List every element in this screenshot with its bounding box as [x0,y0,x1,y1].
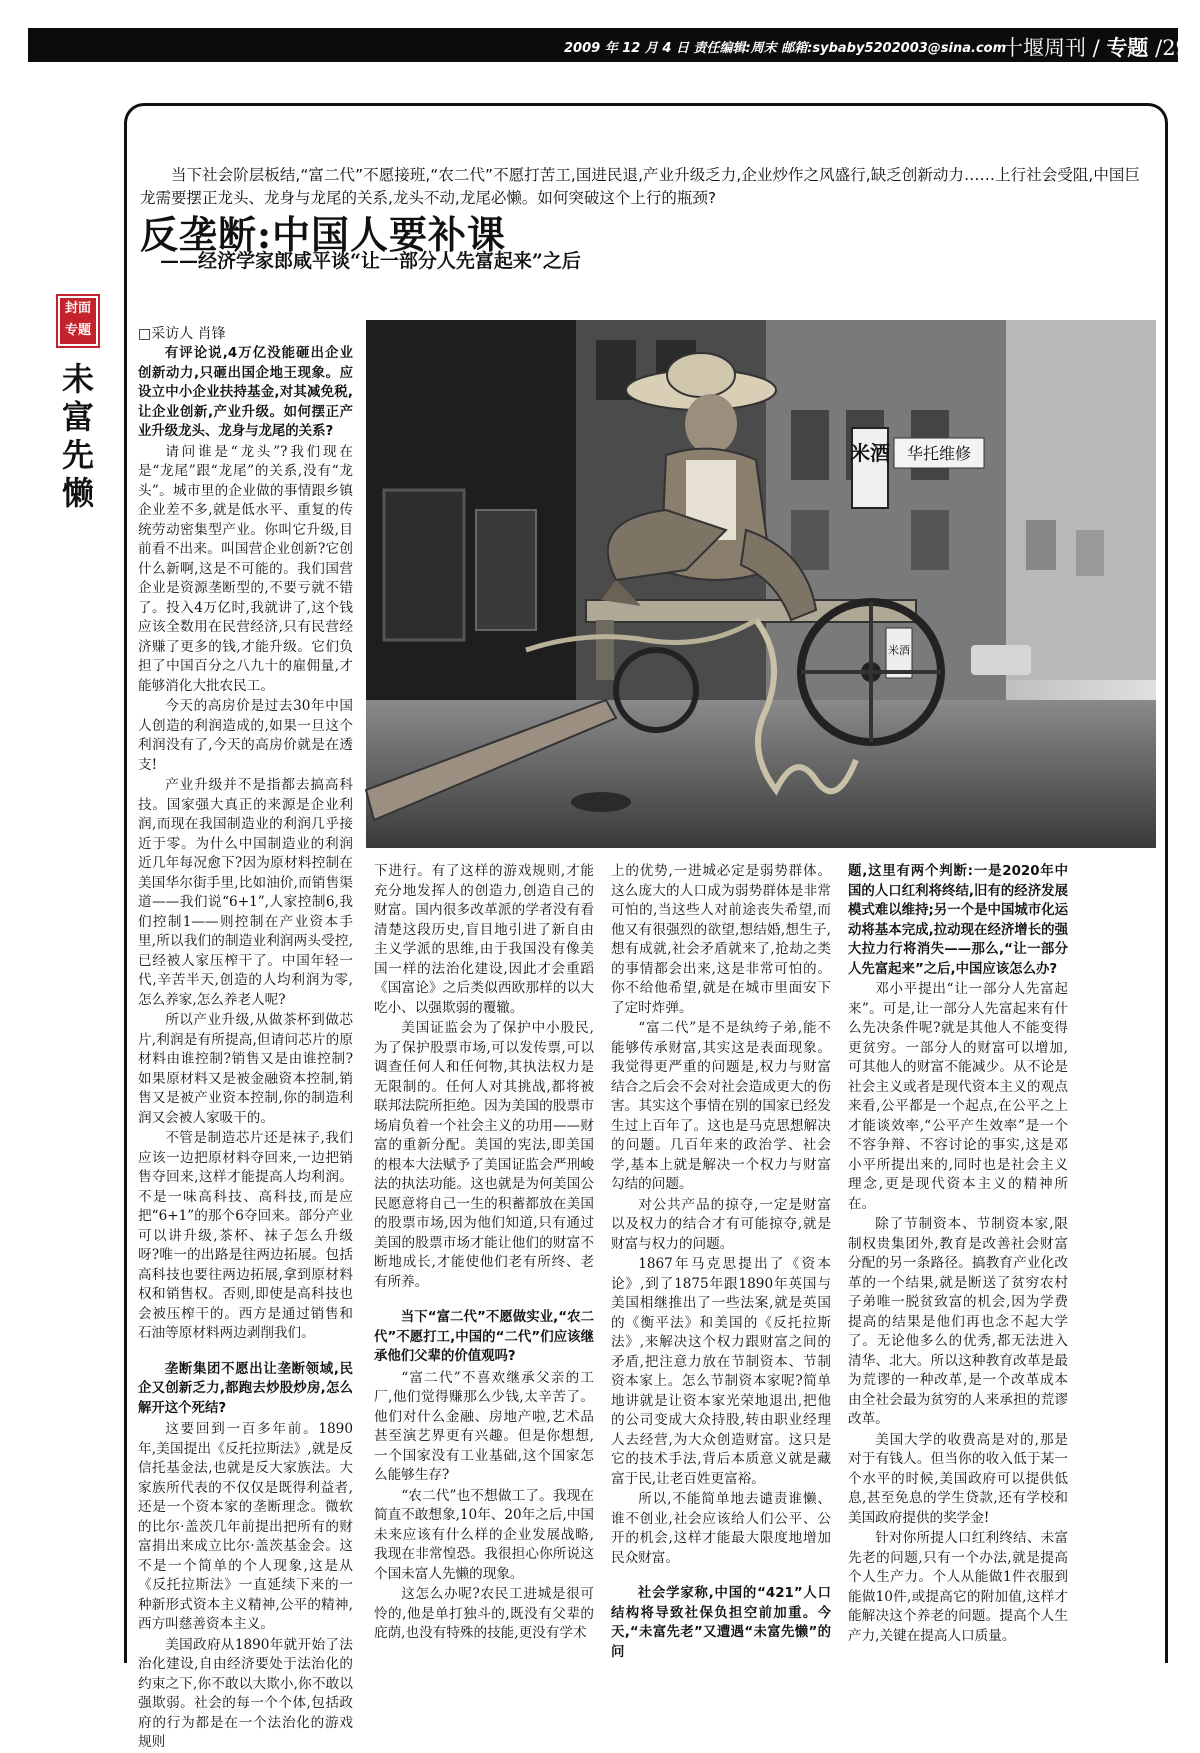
photo-illustration [366,320,1156,848]
body-paragraph: 对公共产品的掠夺,一定是财富以及权力的结合才有可能掠夺,就是财富与权力的问题。 [611,1196,831,1252]
body-paragraph-continued: 下进行。有了这样的游戏规则,才能充分地发挥人的创造力,创造自己的财富。国内很多改革派的学者没有看清楚这段历史,盲目地引进了新自由主义学派的思维,由于我国没有像美国一样的法治化建设,因此才会重蹈《国富论》之后类似西欧那样的以大吃小、以强欺弱的覆辙。 [374,863,594,1016]
masthead: 十堰周刊 / 专题 /29 [1002,35,1189,60]
body-paragraph: 所以,不能简单地去谴责谁懒、谁不创业,社会应该给人们公平、公开的机会,这样才能最大限度地增加民众财富。 [611,1491,831,1566]
column-title-vertical: 未富先懒 [61,360,94,512]
date-editor-line: 2009 年 12 月 4 日 责任编辑:周末 邮箱:sybaby5202003@sina.com [564,41,1007,56]
masthead-title: 十堰周刊 [1002,36,1086,60]
article-column-4 [848,862,1068,1652]
body-paragraph: 1867年马克思提出了《资本论》,到了1875年跟1890年英国与美国相继推出了一些法案,就是英国的《衡平法》和美国的《反托拉斯法》,来解决这个权力跟财富之间的矛盾,把注意力放在节制资本、节制资本家上。怎么节制资本家呢?简单地讲就是让资本家光荣地退出,把他的公司变成大众持股,转由职业经理人去经营,为大众创造财富。这只是它的技术手法,背后本质意义就是藏富于民,让老百姓更富裕。 [611,1256,831,1487]
body-paragraph: 除了节制资本、节制资本家,限制权贵集团外,教育是改善社会财富分配的另一条路径。搞教育产业化改革的一个结果,就是断送了贫穷农村子弟唯一脱贫致富的机会,因为学费提高的结果是他们再也念不起大学了。无论他多么的优秀,都无法进入清华、北大。所以这种教育改革是最为荒谬的一种改革,是一个改革成本由全社会最为贫穷的人来承担的荒谬改革。 [848,1216,1068,1427]
article-intro: 当下社会阶层板结,“富二代”不愿接班,“农二代”不愿打苦工,国进民退,产业升级乏力,企业炒作之风盛行,缺乏创新动力……上行社会受阻,中国巨龙需要摆正龙头、龙身与龙尾的关系,龙头不动,龙尾必懒。如何突破这个上行的瓶颈? [140,166,1140,207]
body-paragraph: 针对你所提人口红利终结、未富先老的问题,只有一个办法,就是提高个人生产力。个人从能做1件衣服到能做10件,或提高它的附加值,这样才能解决这个养老的问题。提高个人生产力,关键在提高人口质量。 [848,1530,1068,1644]
small-rice-wine-sign-text: 米酒 [888,644,910,657]
body-paragraph: 美国证监会为了保护中小股民,为了保护股票市场,可以发传票,可以调查任何人和任何物,其执法权力是无限制的。任何人对其挑战,都将被联邦法院所拒绝。因为美国的股票市场肩负着一个社会主义的功用——财富的重新分配。美国的宪法,即美国的根本大法赋予了美国证监会严刑峻法的执法功能。这也就是为何美国公民愿意将自己一生的积蓄都放在美国的股票市场,因为他们知道,只有通过美国的股票市场才能让他们的财富不断地成长,才能使他们老有所终、老有所养。 [374,1020,594,1290]
van [971,645,1031,675]
body-paragraph: 产业升级并不是指都去搞高科技。国家强大真正的来源是企业利润,而现在我国制造业的利润几乎接近于零。为什么中国制造业的利润近几年每况愈下?因为原材料控制在美国华尔街手里,比如油价,而销售渠道——我们说“6+1”,人家控制6,我们控制1——则控制在产业资本手里,所以我们的制造业利润两头受控,已经被人家压榨干了。中国年轻一代,辛苦半天,创造的人均利润为零,怎么养家,怎么养老人呢? [138,777,353,1008]
body-paragraph: 美国大学的收费高是对的,那是对于有钱人。但当你的收入低于某一个水平的时候,美国政府可以提供低息,甚至免息的学生贷款,还有学校和美国政府提供的奖学金! [848,1431,1068,1526]
slipper [571,792,631,812]
article-column-3 [611,862,831,1660]
badge-line-2: 专题 [64,323,91,338]
body-paragraph: “农二代”也不想做工了。我现在简直不敢想象,10年、20年之后,中国未来应该有什么样的企业发展战略,我现在非常惶恐。我很担心你所说这个国未富人先懒的现象。 [374,1487,594,1582]
repair-shop-sign-text: 华托维修 [906,444,972,463]
body-paragraph: 请问谁是“龙头”?我们现在是“龙尾”跟“龙尾”的关系,没有“龙头”。城市里的企业做的事情跟乡镇企业差不多,就是低水平、重复的传统劳动密集型产业。你叫它升级,目前看不出来。叫国营企业创新?它创什么新啊,这是不可能的。我们国营企业是资源垄断型的,不要亏就不错了。投入4万亿时,我就讲了,这个钱应该全数用在民营经济,只有民营经济赚了更多的钱,才能升级。它们负担了中国百分之八九十的雇佣量,才能够消化大批农民工。 [138,443,353,694]
byline: □采访人 肖锋 [138,326,226,342]
body-paragraph-continued: 上的优势,一进城必定是弱势群体。这么庞大的人口成为弱势群体是非常可怕的,当这些人对前途丧失希望,而他又有很强烈的欲望,想结婚,想生子,想有成就,社会矛盾就来了,抢劫之类的事情都会出来,这是非常可怕的。你不给他希望,就是在城市里面安下了定时炸弹。 [611,863,831,1016]
section-label: 专题 [1106,35,1149,60]
lead-question: 有评论说,4万亿没能砸出企业创新动力,只砸出国企地王现象。应设立中小企业扶持基金,对其减免税,让企业创新,产业升级。如何摆正产业升级龙头、龙身与龙尾的关系? [138,346,353,439]
rice-wine-sign [852,428,888,508]
body-paragraph: “富二代”是不是纨绔子弟,能不能够传承财富,其实这是表面现象。我觉得更严重的问题是,权力与财富结合之后会不会对社会造成更大的伤害。其实这个事情在别的国家已经发生过上百年了。这也是马克思想解决的问题。几百年来的政治学、社会学,基本上就是解决一个权力与财富勾结的问题。 [611,1020,831,1192]
badge-line-1: 封面 [64,301,91,316]
man-head [685,394,737,454]
interview-question: 社会学家称,中国的“421”人口结构将导致社保负担空前加重。今天,“未富先老”又遭遇“未富先懒”的问 [611,1586,831,1660]
body-paragraph: 不管是制造芯片还是袜子,我们应该一边把原材料夺回来,一边把销售夺回来,这样才能提高人均利润。不是一味高科技、高科技,而是应把“6+1”的那个6夺回来。部分产业可以讲升级,茶杯、袜子怎么升级呀?唯一的出路是往两边拓展。包括高科技也要往两边拓展,拿到原材料权和销售权。否则,即使是高科技也会被压榨干的。西方是通过销售和石油等原材料两边剥削我们。 [138,1130,353,1341]
body-paragraph: 这要回到一百多年前。1890年,美国提出《反托拉斯法》,就是反信托基金法,也就是反大家族法。大家族所代表的不仅仅是既得利益者,还是一个资本家的垄断理念。微软的比尔·盖茨几年前提出把所有的财富捐出来成立比尔·盖茨基金会。这不是一个简单的个人现象,这是从《反托拉斯法》一直延续下来的一种新形式资本主义精神,公平的精神,西方叫慈善资本主义。 [138,1421,353,1632]
body-paragraph: 所以产业升级,从做茶杯到做芯片,利润是有所提高,但请问芯片的原材料由谁控制?销售又是由谁控制?如果原材料又是被金融资本控制,销售又是被产业资本控制,你的制造利润又会被人家吸干的。 [138,1012,353,1126]
interview-question-continued: 题,这里有两个判断:一是2020年中国的人口红利将终结,旧有的经济发展模式难以维持;另一个是中国城市化运动将基本完成,拉动现在经济增长的强大拉力行将消失——那么,“让一部分人先富起来”之后,中国应该怎么办? [848,864,1068,977]
body-paragraph: 今天的高房价是过去30年中国人创造的利润造成的,如果一旦这个利润没有了,今天的高房价就是在透支! [138,698,353,773]
article-column-1 [138,344,353,1750]
article-subtitle: ——经济学家郎咸平谈“让一部分人先富起来”之后 [160,250,581,272]
article-title: 反垄断:中国人要补课 [140,212,507,257]
rice-wine-sign-top: 米酒 [850,441,890,465]
body-paragraph: 这怎么办呢?农民工进城是很可怜的,他是单打独斗的,既没有父辈的庇荫,也没有特殊的技能,更没有学术 [374,1586,594,1641]
page-header-bar [28,28,1189,62]
body-paragraph: “富二代”不喜欢继承父亲的工厂,他们觉得赚那么少钱,太辛苦了。他们对什么金融、房地产啦,艺术品甚至演艺界更有兴趣。但是你想想,一个国家没有工业基础,这个国家怎么能够生存? [374,1369,594,1483]
article-column-2 [374,862,594,1652]
photo-old-man-on-cart [366,320,1156,848]
interview-question: 垄断集团不愿出让垄断领域,民企又创新乏力,都跑去炒股炒房,怎么解开这个死结? [138,1361,353,1416]
body-paragraph: 美国政府从1890年就开始了法治化建设,自由经济要处于法治化的约束之下,你不敢以大欺小,你不敢以强欺弱。社会的每一个个体,包括政府的行为都是在一个法治化的游戏规则 [138,1636,353,1750]
interview-question: 当下“富二代”不愿做实业,“农二代”不愿打工,中国的“二代”们应该继承他们父辈的价值观吗? [374,1310,594,1364]
body-paragraph: 邓小平提出“让一部分人先富起来”。可是,让一部分人先富起来有什么先决条件呢?就是其他人不能变得更贫穷。一部分人的财富可以增加,可其他人的财富不能减少。从不论是社会主义或者是现代资本主义的观点来看,公平都是一个起点,在公平之上才能谈效率,“公平产生效率”是一个不容争辩、不容讨论的事实,这是邓小平所提出来的,同时也是社会主义理念,更是现代资本主义的精神所在。 [848,981,1068,1212]
cover-topic-badge [56,294,100,348]
page-number: /29 [1155,36,1189,60]
